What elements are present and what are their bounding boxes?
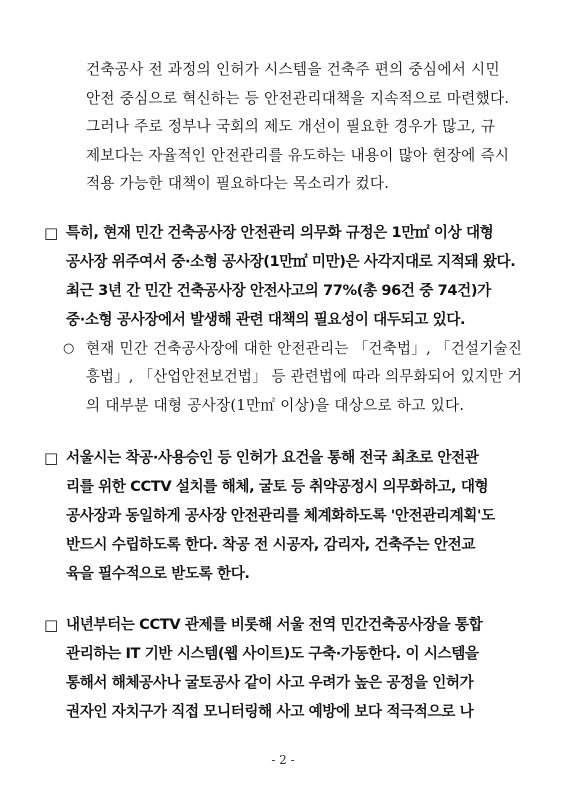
page-number: - 2 - (271, 753, 295, 767)
section-3-line-4: 권자인 자치구가 직접 모니터링해 사고 예방에 보다 적극적으로 나 (66, 703, 474, 720)
section-3-line-2: 관리하는 IT 기반 시스템(웹 사이트)도 구축·가동한다. 이 시스템을 (66, 645, 479, 662)
section-3-bullet: □ (44, 616, 59, 634)
section-2-line-5: 육을 필수적으로 받도록 한다. (66, 565, 250, 582)
section-1-line-3: 최근 3년 간 민간 건축공사장 안전사고의 77%(총 96건 중 74건)가 (66, 282, 491, 299)
section-1-sub-line-2: 흥법」, 「산업안전보건법」 등 관련법에 따라 의무화되어 있지만 거 (86, 368, 523, 385)
section-2-line-4: 반드시 수립하도록 한다. 착공 전 시공자, 감리자, 건축주는 안전교 (66, 536, 476, 553)
section-1-sub-bullet: ○ (63, 341, 75, 356)
intro-line-1: 건축공사 전 과정의 인허가 시스템을 건축주 편의 중심에서 시민 (86, 61, 500, 78)
section-1-sub-line-1: 현재 민간 건축공사장에 대한 안전관리는 「건축법」, 「건설기술진 (86, 340, 523, 357)
intro-line-5: 적용 가능한 대책이 필요하다는 목소리가 컸다. (86, 175, 390, 192)
intro-line-3: 그러나 주로 정부나 국회의 제도 개선이 필요한 경우가 많고, 규 (86, 118, 496, 135)
section-3-line-1: 내년부터는 CCTV 관제를 비롯해 서울 전역 민간건축공사장을 통합 (66, 616, 483, 633)
section-1-line-1: 특히, 현재 민간 건축공사장 안전관리 의무화 규정은 1만㎡ 이상 대형 (66, 224, 494, 241)
section-1-sub-line-3: 의 대부분 대형 공사장(1만㎡ 이상)을 대상으로 하고 있다. (86, 397, 465, 414)
section-2-line-3: 공사장과 동일하게 공사장 안전관리를 체계화하도록 '안전관리계획'도 (66, 507, 495, 524)
section-1-bullet: □ (44, 224, 59, 242)
section-2-line-1: 서울시는 착공·사용승인 등 인허가 요건을 통해 전국 최초로 안전관 (66, 449, 479, 466)
section-1-line-2: 공사장 위주여서 중·소형 공사장(1만㎡ 미만)은 사각지대로 지적돼 왔다. (66, 253, 516, 270)
section-1-line-4: 중·소형 공사장에서 발생해 관련 대책의 필요성이 대두되고 있다. (66, 311, 466, 328)
intro-line-4: 제보다는 자율적인 안전관리를 유도하는 내용이 많아 현장에 즉시 (86, 147, 510, 164)
section-2-line-2: 리를 위한 CCTV 설치를 해체, 굴토 등 취약공정시 의무화하고, 대형 (66, 478, 489, 495)
section-3-line-3: 통해서 해체공사나 굴토공사 같이 사고 우려가 높은 공정을 인허가 (66, 674, 474, 691)
section-2-bullet: □ (44, 449, 59, 467)
intro-line-2: 안전 중심으로 혁신하는 등 안전관리대책을 지속적으로 마련했다. (86, 90, 510, 107)
